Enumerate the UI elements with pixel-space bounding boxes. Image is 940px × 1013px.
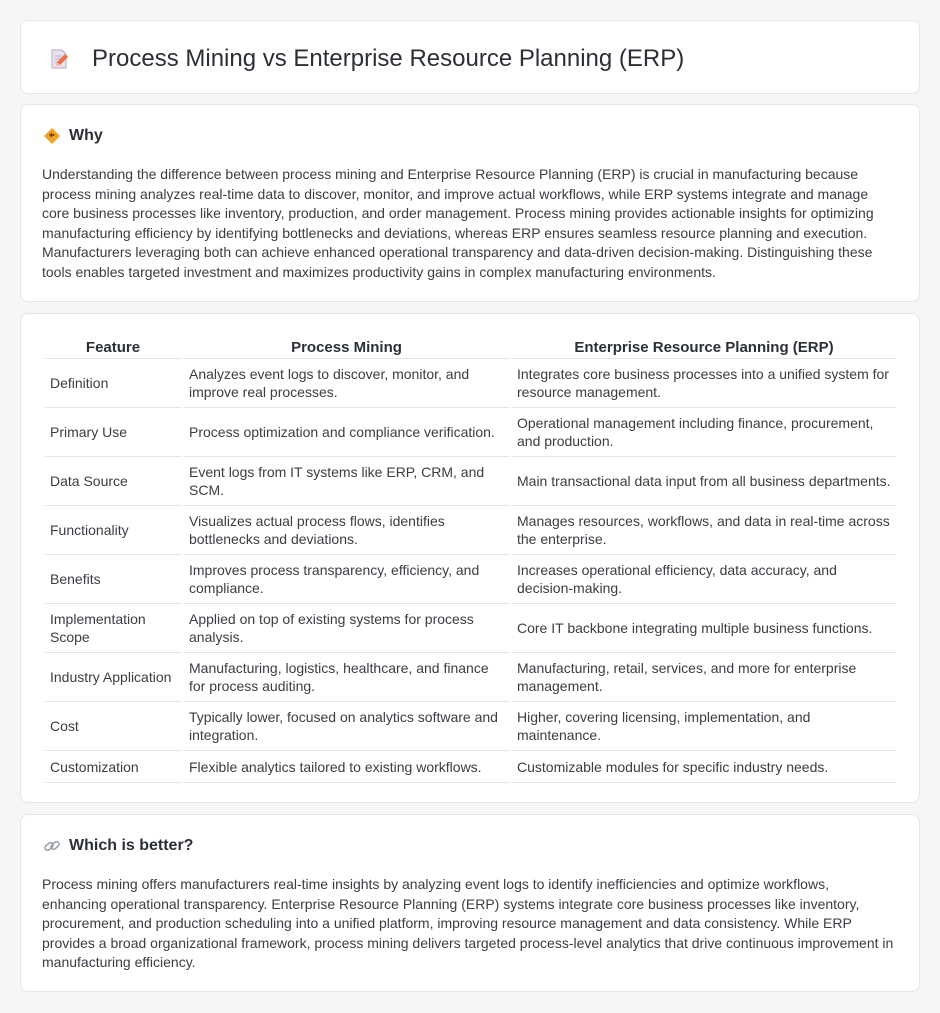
better-heading: Which is better? xyxy=(69,837,194,854)
page-title: Process Mining vs Enterprise Resource Planning (ERP) xyxy=(92,45,685,72)
table-row xyxy=(45,604,896,653)
table-row xyxy=(45,751,896,783)
table-row xyxy=(45,457,896,506)
why-heading: Why xyxy=(69,127,103,144)
row-feature: Industry Application xyxy=(45,653,181,702)
better-heading-row xyxy=(43,835,193,857)
comparison-table xyxy=(42,335,899,783)
row-erp: Integrates core business processes into a unified system for resource management. xyxy=(512,359,896,408)
row-erp: Customizable modules for specific industry needs. xyxy=(512,751,896,783)
row-erp: Operational management including finance, procurement, and production. xyxy=(512,408,896,457)
table-row xyxy=(45,702,896,751)
table-row xyxy=(45,653,896,702)
row-erp: Increases operational efficiency, data accuracy, and decision-making. xyxy=(512,555,896,604)
row-process-mining: Flexible analytics tailored to existing workflows. xyxy=(184,751,509,783)
header-erp: Enterprise Resource Planning (ERP) xyxy=(512,335,896,359)
row-process-mining: Visualizes actual process flows, identifies bottlenecks and deviations. xyxy=(184,506,509,555)
row-feature: Cost xyxy=(45,702,181,751)
row-feature: Customization xyxy=(45,751,181,783)
which-is-better-section xyxy=(20,814,920,992)
row-feature: Data Source xyxy=(45,457,181,506)
title-card xyxy=(20,20,920,94)
row-erp: Manages resources, workflows, and data in real-time across the enterprise. xyxy=(512,506,896,555)
document-pencil-icon xyxy=(47,47,71,71)
better-paragraph: Process mining offers manufacturers real-time insights by analyzing event logs to identify inefficiencies and optimize workflows, enhancing operational transparency. Enterprise Resource Planning (ERP) systems integrate core business processes like inventory, procurement, and production scheduling into a unified platform, improving resource management and data consistency. While ERP provides a broad organizational framework, process mining delivers targeted process-level analytics that drive continuous improvement in manufacturing efficiency. xyxy=(42,876,894,971)
row-feature: Benefits xyxy=(45,555,181,604)
table-row xyxy=(45,506,896,555)
table-header-row xyxy=(45,335,896,359)
why-section xyxy=(20,104,920,302)
row-feature: Implementation Scope xyxy=(45,604,181,653)
row-erp: Main transactional data input from all business departments. xyxy=(512,457,896,506)
row-process-mining: Event logs from IT systems like ERP, CRM, and SCM. xyxy=(184,457,509,506)
row-feature: Primary Use xyxy=(45,408,181,457)
comparison-table-card xyxy=(20,313,920,803)
row-process-mining: Analyzes event logs to discover, monitor, and improve real processes. xyxy=(184,359,509,408)
table-row xyxy=(45,408,896,457)
row-erp: Manufacturing, retail, services, and more for enterprise management. xyxy=(512,653,896,702)
row-process-mining: Manufacturing, logistics, healthcare, and finance for process auditing. xyxy=(184,653,509,702)
row-process-mining: Improves process transparency, efficiency, and compliance. xyxy=(184,555,509,604)
diamond-sign-icon xyxy=(43,127,61,145)
header-feature: Feature xyxy=(45,335,181,359)
row-process-mining: Typically lower, focused on analytics software and integration. xyxy=(184,702,509,751)
row-process-mining: Applied on top of existing systems for process analysis. xyxy=(184,604,509,653)
row-erp: Core IT backbone integrating multiple business functions. xyxy=(512,604,896,653)
link-icon xyxy=(43,837,61,855)
row-feature: Functionality xyxy=(45,506,181,555)
row-erp: Higher, covering licensing, implementation, and maintenance. xyxy=(512,702,896,751)
row-feature: Definition xyxy=(45,359,181,408)
table-row xyxy=(45,359,896,408)
table-row xyxy=(45,555,896,604)
header-process-mining: Process Mining xyxy=(184,335,509,359)
row-process-mining: Process optimization and compliance verification. xyxy=(184,408,509,457)
why-paragraph: Understanding the difference between process mining and Enterprise Resource Planning (ERP) is crucial in manufacturing because process mining analyzes real-time data to discover, monitor, and improve actual workflows, while ERP systems integrate and manage core business processes like inventory, production, and order management. Process mining provides actionable insights for optimizing manufacturing efficiency by identifying bottlenecks and deviations, whereas ERP ensures seamless resource planning and execution. Manufacturers leveraging both can achieve enhanced operational transparency and data-driven decision-making. Distinguishing these tools enables targeted investment and maximizes productivity gains in complex manufacturing environments. xyxy=(42,166,874,280)
why-heading-row xyxy=(43,125,103,147)
